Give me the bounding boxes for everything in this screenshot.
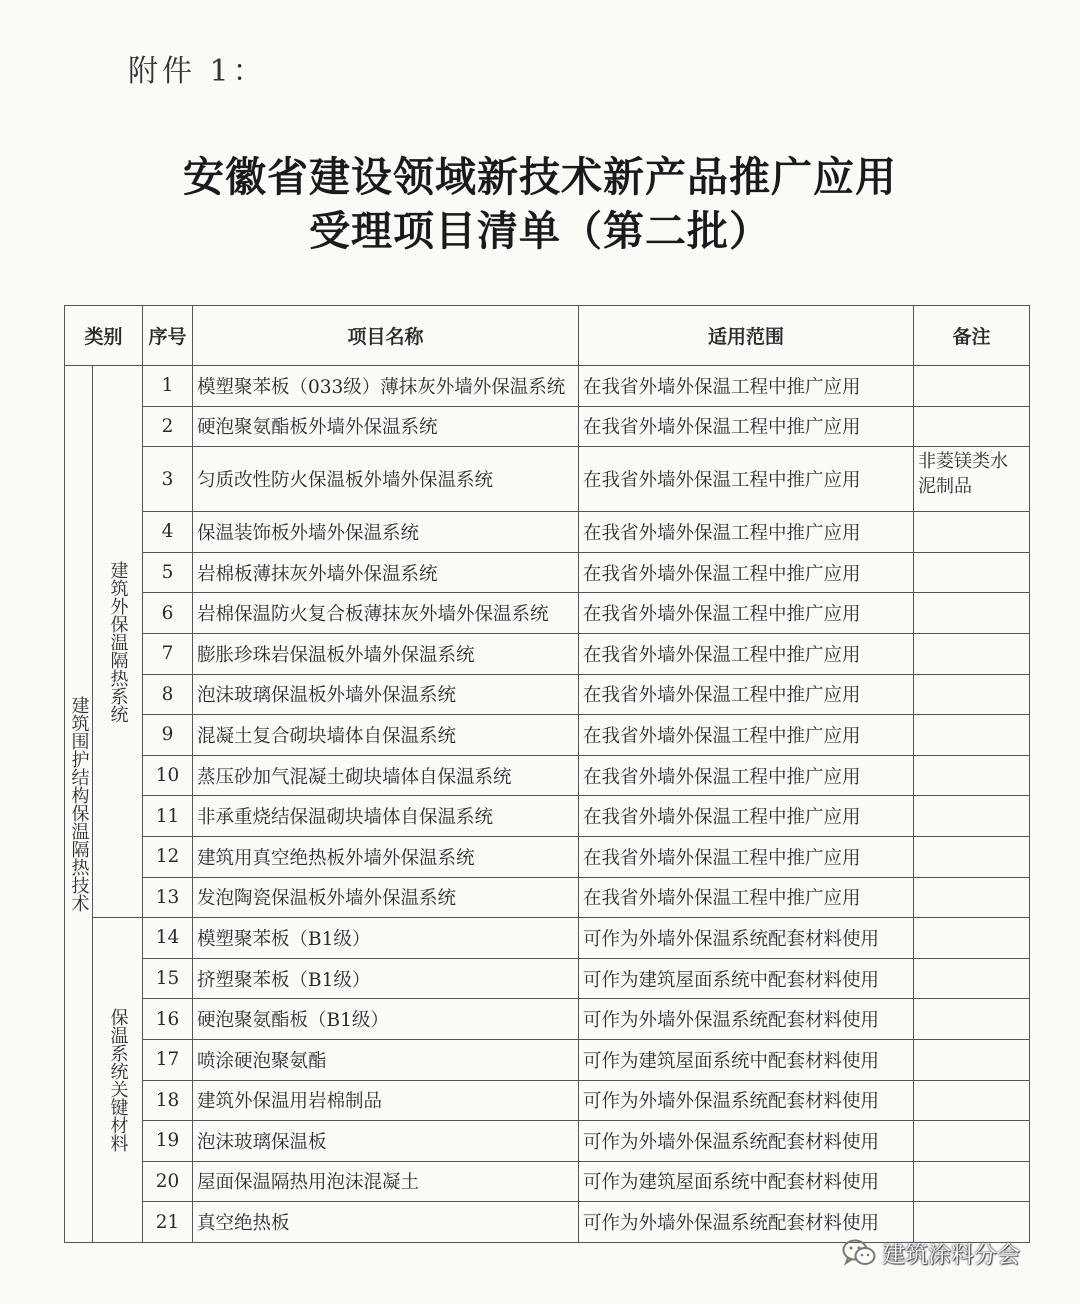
row-no: 12 xyxy=(143,836,193,877)
row-name: 泡沫玻璃保温板 xyxy=(193,1121,579,1162)
document-title-line-2: 受理项目清单（第二批） xyxy=(309,207,771,255)
row-scope: 可作为建筑屋面系统中配套材料使用 xyxy=(579,1039,914,1080)
row-remark xyxy=(914,715,1030,756)
category-main-cell xyxy=(65,366,93,1243)
table-row xyxy=(65,674,1030,715)
row-no: 2 xyxy=(143,406,193,447)
row-name: 建筑外保温用岩棉制品 xyxy=(193,1080,579,1121)
row-no: 16 xyxy=(143,999,193,1040)
row-scope: 在我省外墙外保温工程中推广应用 xyxy=(579,552,914,593)
row-no: 18 xyxy=(143,1080,193,1121)
table-row xyxy=(65,406,1030,447)
row-scope: 可作为建筑屋面系统中配套材料使用 xyxy=(579,1161,914,1202)
wechat-watermark xyxy=(842,1236,1020,1269)
row-name: 保温装饰板外墙外保温系统 xyxy=(193,512,579,553)
row-scope: 可作为外墙外保温系统配套材料使用 xyxy=(579,1121,914,1162)
row-name: 膨胀珍珠岩保温板外墙外保温系统 xyxy=(193,633,579,674)
row-remark xyxy=(914,796,1030,837)
table-row xyxy=(65,755,1030,796)
table-row xyxy=(65,447,1030,512)
row-name: 建筑用真空绝热板外墙外保温系统 xyxy=(193,836,579,877)
table-row xyxy=(65,958,1030,999)
row-no: 3 xyxy=(143,447,193,512)
table-header-row xyxy=(65,306,1030,366)
row-scope: 可作为外墙外保温系统配套材料使用 xyxy=(579,999,914,1040)
row-remark xyxy=(914,958,1030,999)
row-remark xyxy=(914,406,1030,447)
header-remark: 备注 xyxy=(914,306,1030,366)
row-no: 11 xyxy=(143,796,193,837)
row-remark xyxy=(914,877,1030,918)
row-no: 21 xyxy=(143,1202,193,1243)
table-row xyxy=(65,1080,1030,1121)
table-row xyxy=(65,552,1030,593)
watermark-text: 建筑涂料分会 xyxy=(882,1242,1020,1268)
row-remark xyxy=(914,593,1030,634)
row-name: 模塑聚苯板（033级）薄抹灰外墙外保温系统 xyxy=(193,366,579,407)
row-name: 发泡陶瓷保温板外墙外保温系统 xyxy=(193,877,579,918)
row-no: 20 xyxy=(143,1161,193,1202)
row-remark: 非菱镁类水泥制品 xyxy=(914,447,1030,512)
row-name: 硬泡聚氨酯板（B1级） xyxy=(193,999,579,1040)
row-name: 泡沫玻璃保温板外墙外保温系统 xyxy=(193,674,579,715)
row-scope: 在我省外墙外保温工程中推广应用 xyxy=(579,755,914,796)
category-main-label: 建筑围护结构保温隔热技术 xyxy=(68,695,90,912)
header-name: 项目名称 xyxy=(193,306,579,366)
row-remark xyxy=(914,1121,1030,1162)
table-row xyxy=(65,918,1030,959)
project-list-table xyxy=(64,305,1030,1243)
row-name: 挤塑聚苯板（B1级） xyxy=(193,958,579,999)
table-row xyxy=(65,366,1030,407)
row-remark xyxy=(914,366,1030,407)
row-no: 5 xyxy=(143,552,193,593)
row-name: 匀质改性防火保温板外墙外保温系统 xyxy=(193,447,579,512)
row-remark xyxy=(914,512,1030,553)
row-no: 8 xyxy=(143,674,193,715)
row-no: 10 xyxy=(143,755,193,796)
sub-category-1-cell xyxy=(93,366,143,918)
row-remark xyxy=(914,999,1030,1040)
row-remark xyxy=(914,1080,1030,1121)
row-scope: 可作为外墙外保温系统配套材料使用 xyxy=(579,1080,914,1121)
row-scope: 在我省外墙外保温工程中推广应用 xyxy=(579,674,914,715)
table-row xyxy=(65,836,1030,877)
row-scope: 可作为外墙外保温系统配套材料使用 xyxy=(579,1202,914,1243)
table-row xyxy=(65,877,1030,918)
row-remark xyxy=(914,1039,1030,1080)
row-remark xyxy=(914,633,1030,674)
row-no: 19 xyxy=(143,1121,193,1162)
attachment-label: 附件 1： xyxy=(128,54,267,89)
row-scope: 在我省外墙外保温工程中推广应用 xyxy=(579,633,914,674)
row-no: 6 xyxy=(143,593,193,634)
header-category: 类别 xyxy=(65,306,143,366)
sub-category-2-label: 保温系统关键材料 xyxy=(107,1008,129,1152)
header-no: 序号 xyxy=(143,306,193,366)
row-no: 13 xyxy=(143,877,193,918)
row-scope: 在我省外墙外保温工程中推广应用 xyxy=(579,512,914,553)
row-no: 9 xyxy=(143,715,193,756)
row-no: 14 xyxy=(143,918,193,959)
table-row xyxy=(65,1039,1030,1080)
table-row xyxy=(65,1121,1030,1162)
sub-category-2-cell xyxy=(93,918,143,1243)
row-no: 17 xyxy=(143,1039,193,1080)
row-name: 蒸压砂加气混凝土砌块墙体自保温系统 xyxy=(193,755,579,796)
row-name: 硬泡聚氨酯板外墙外保温系统 xyxy=(193,406,579,447)
header-scope: 适用范围 xyxy=(579,306,914,366)
row-remark xyxy=(914,755,1030,796)
table-row xyxy=(65,1161,1030,1202)
row-no: 15 xyxy=(143,958,193,999)
table-row xyxy=(65,999,1030,1040)
row-scope: 在我省外墙外保温工程中推广应用 xyxy=(579,877,914,918)
row-scope: 在我省外墙外保温工程中推广应用 xyxy=(579,406,914,447)
table-row xyxy=(65,633,1030,674)
row-no: 4 xyxy=(143,512,193,553)
row-scope: 在我省外墙外保温工程中推广应用 xyxy=(579,715,914,756)
row-name: 混凝土复合砌块墙体自保温系统 xyxy=(193,715,579,756)
row-remark xyxy=(914,1161,1030,1202)
row-remark xyxy=(914,552,1030,593)
row-name: 真空绝热板 xyxy=(193,1202,579,1243)
row-scope: 在我省外墙外保温工程中推广应用 xyxy=(579,447,914,512)
row-scope: 可作为建筑屋面系统中配套材料使用 xyxy=(579,958,914,999)
row-remark xyxy=(914,918,1030,959)
table-row xyxy=(65,593,1030,634)
wechat-icon xyxy=(842,1239,876,1267)
row-name: 非承重烧结保温砌块墙体自保温系统 xyxy=(193,796,579,837)
row-name: 岩棉保温防火复合板薄抹灰外墙外保温系统 xyxy=(193,593,579,634)
row-remark xyxy=(914,674,1030,715)
row-scope: 可作为外墙外保温系统配套材料使用 xyxy=(579,918,914,959)
table-row xyxy=(65,796,1030,837)
document-title-line-1: 安徽省建设领域新技术新产品推广应用 xyxy=(183,153,897,201)
row-remark xyxy=(914,836,1030,877)
row-name: 喷涂硬泡聚氨酯 xyxy=(193,1039,579,1080)
row-name: 屋面保温隔热用泡沫混凝土 xyxy=(193,1161,579,1202)
row-no: 1 xyxy=(143,366,193,407)
row-no: 7 xyxy=(143,633,193,674)
table-row xyxy=(65,715,1030,756)
table-row xyxy=(65,512,1030,553)
row-scope: 在我省外墙外保温工程中推广应用 xyxy=(579,836,914,877)
row-scope: 在我省外墙外保温工程中推广应用 xyxy=(579,593,914,634)
row-scope: 在我省外墙外保温工程中推广应用 xyxy=(579,796,914,837)
row-scope: 在我省外墙外保温工程中推广应用 xyxy=(579,366,914,407)
sub-category-1-label: 建筑外保温隔热系统 xyxy=(107,560,129,723)
row-name: 模塑聚苯板（B1级） xyxy=(193,918,579,959)
row-name: 岩棉板薄抹灰外墙外保温系统 xyxy=(193,552,579,593)
